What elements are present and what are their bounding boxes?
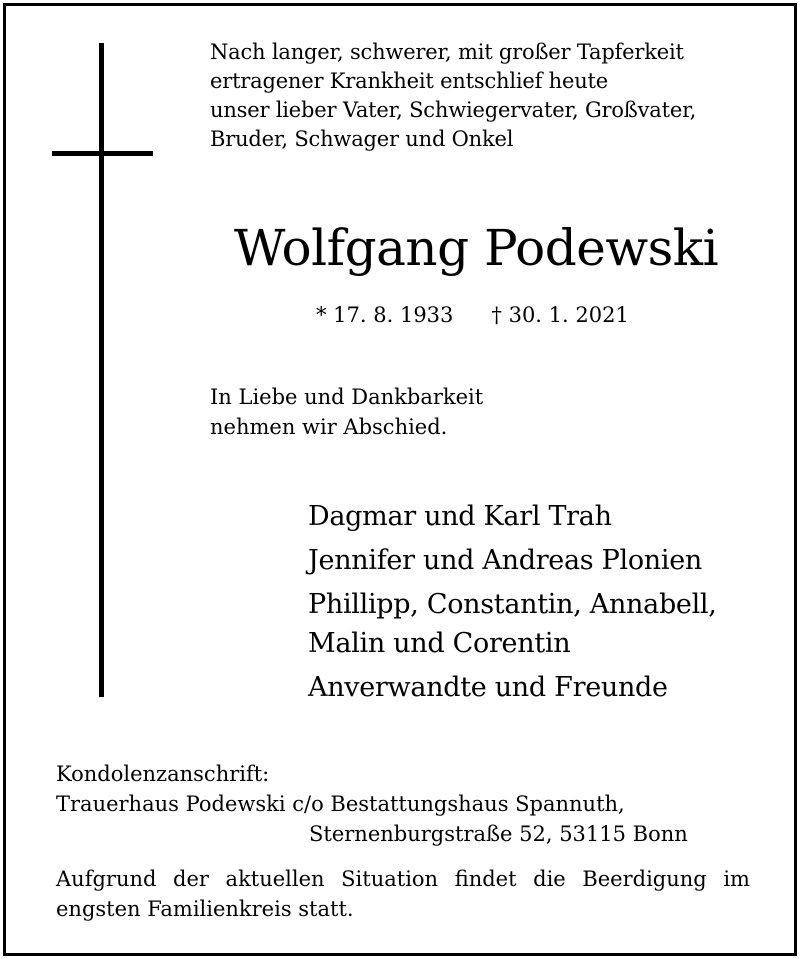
intro-text (210, 38, 770, 154)
notice-word: Situation (341, 867, 439, 891)
intro-line: ertragener Krankheit entschlief heute (210, 69, 608, 93)
signatory-line: Jennifer und Andreas Plonien (308, 545, 702, 576)
notice-word: Beerdigung (582, 867, 707, 891)
notice-word: Aufgrund (56, 867, 157, 891)
deceased-name: Wolfgang Podewski (234, 219, 719, 277)
death-date: † 30. 1. 2021 (491, 303, 629, 327)
condolence-address-line: Trauerhaus Podewski c/o Bestattungshaus Spannuth, (56, 792, 625, 816)
notice-word: findet (454, 867, 517, 891)
signatory-group (308, 585, 717, 663)
notice-word: der (173, 867, 209, 891)
notice-word: im (723, 867, 750, 891)
notice-word: die (533, 867, 566, 891)
funeral-notice (56, 864, 750, 924)
intro-line: Bruder, Schwager und Onkel (210, 127, 514, 151)
notice-word: aktuellen (225, 867, 325, 891)
farewell-line: nehmen wir Abschied. (210, 415, 448, 439)
signatory-group (308, 541, 717, 580)
birth-date: * 17. 8. 1933 (316, 303, 454, 327)
condolence-address-line: Sternenburgstraße 52, 53115 Bonn (309, 822, 688, 846)
cross-horizontal-bar (52, 151, 153, 156)
signatory-group (308, 497, 717, 536)
cross-vertical-bar (99, 43, 104, 697)
condolence-label: Kondolenzanschrift: (56, 762, 270, 786)
condolence-address (56, 759, 688, 849)
notice-line: engsten Familienkreis statt. (56, 897, 354, 921)
signatory-line: Phillipp, Constantin, Annabell, (308, 589, 717, 620)
signatory-line: Anverwandte und Freunde (308, 672, 668, 703)
signatory-line: Dagmar und Karl Trah (308, 501, 612, 532)
life-dates (316, 300, 629, 330)
intro-line: unser lieber Vater, Schwiegervater, Großvater, (210, 98, 697, 122)
signatory-group (308, 668, 717, 707)
intro-line: Nach langer, schwerer, mit großer Tapferkeit (210, 40, 684, 64)
signatories-list (308, 497, 717, 712)
signatory-line: Malin und Corentin (308, 628, 571, 659)
notice-line (56, 864, 750, 894)
farewell-line: In Liebe und Dankbarkeit (210, 385, 484, 409)
farewell-text (210, 382, 483, 442)
